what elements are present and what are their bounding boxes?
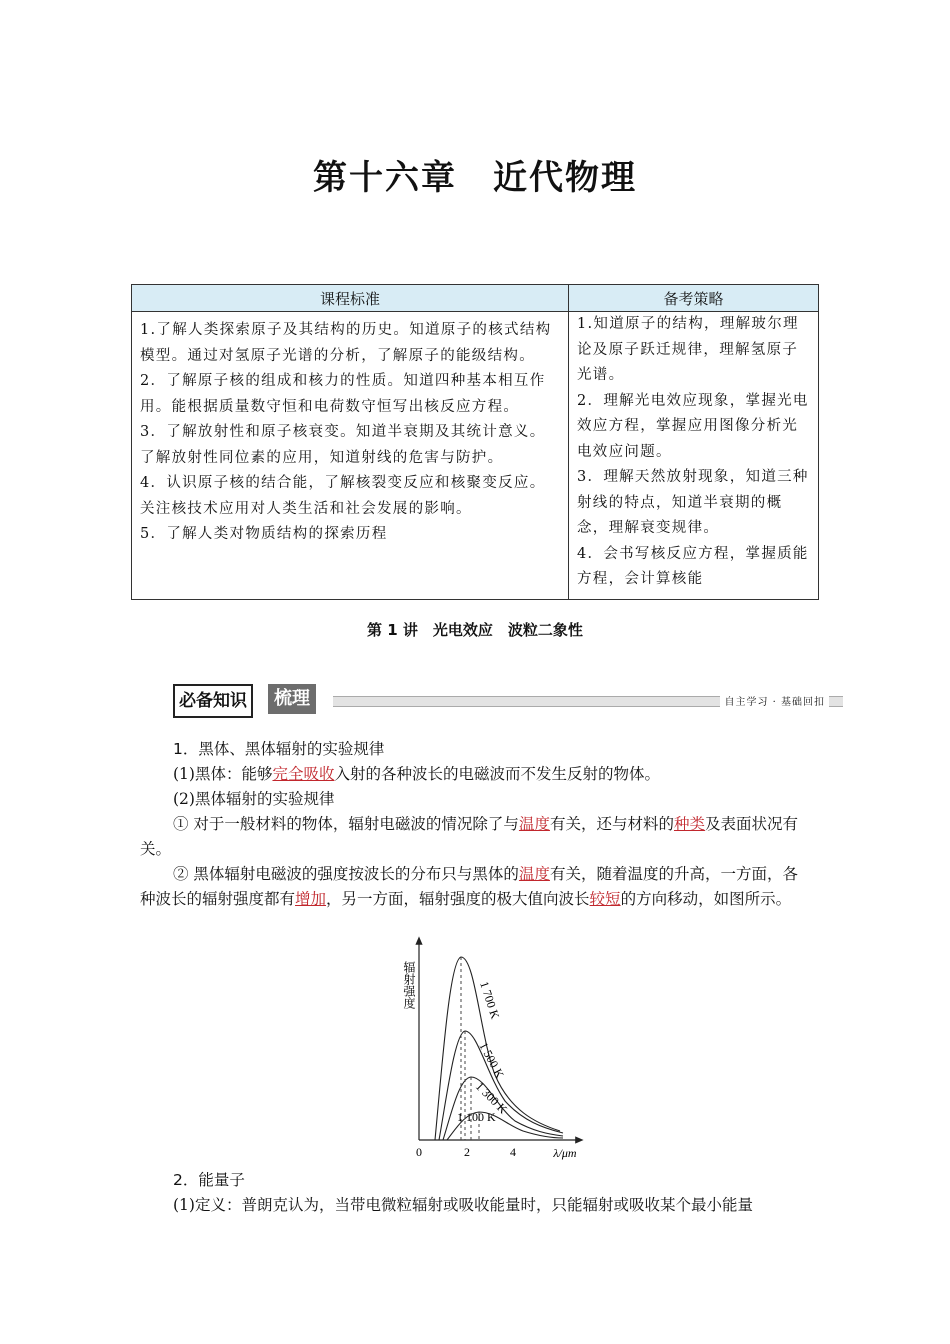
curriculum-table xyxy=(131,284,819,600)
y-axis-label: 辐射强度 xyxy=(402,961,416,1009)
fill-blank: 温度 xyxy=(518,815,550,833)
banner-label-highlight: 梳理 xyxy=(268,684,316,714)
section-blackbody xyxy=(140,737,812,912)
curve-label: 1 100 K xyxy=(457,1110,496,1124)
fill-blank: 较短 xyxy=(589,890,621,908)
x-axis-label: λ/μm xyxy=(553,1146,577,1160)
paragraph: ② 黑体辐射电磁波的强度按波长的分布只与黑体的温度有关，随着温度的升高，一方面，各种波长的辐射强度都有增加，另一方面，辐射强度的极大值向波长较短的方向移动，如图所示。 xyxy=(140,865,798,908)
curve-label: 1 700 K xyxy=(477,979,503,1021)
fill-blank: 种类 xyxy=(673,815,705,833)
header-strategy: 备考策略 xyxy=(569,285,819,312)
strategy-item: 4．会书写核反应方程，掌握质能方程，会计算核能 xyxy=(577,545,809,587)
strategy-item: 2．理解光电效应现象，掌握光电效应方程，掌握应用图像分析光电效应问题。 xyxy=(577,392,809,460)
blackbody-spectrum-figure xyxy=(395,935,595,1165)
paragraph: (1)定义：普朗克认为，当带电微粒辐射或吸收能量时，只能辐射或吸收某个最小能量 xyxy=(173,1196,753,1214)
section-heading: 2．能量子 xyxy=(173,1171,245,1189)
fill-blank: 增加 xyxy=(295,890,327,908)
section-banner xyxy=(173,684,843,718)
strategy-cell xyxy=(569,312,819,600)
curriculum-item: 2．了解原子核的组成和核力的性质。知道四种基本相互作用。能根据质量数守恒和电荷数守恒写出核反应方程。 xyxy=(140,373,546,415)
banner-label: 必备知识 xyxy=(173,684,253,718)
x-tick: 2 xyxy=(464,1145,470,1159)
fill-blank: 温度 xyxy=(518,865,550,883)
fill-blank: 完全吸收 xyxy=(272,765,335,783)
curriculum-cell xyxy=(132,312,569,600)
banner-tag: 自主学习 · 基础回扣 xyxy=(720,693,829,708)
curriculum-item: 1.了解人类探索原子及其结构的历史。知道原子的核式结构模型。通过对氢原子光谱的分析，了解原子的能级结构。 xyxy=(140,322,552,364)
curve-label: 1 300 K xyxy=(472,1079,511,1117)
strategy-item: 1.知道原子的结构，理解玻尔理论及原子跃迁规律，理解氢原子光谱。 xyxy=(577,316,799,383)
section-quantum xyxy=(140,1168,812,1218)
strategy-item: 3．理解天然放射现象，知道三种射线的特点，知道半衰期的概念，理解衰变规律。 xyxy=(577,469,809,536)
paragraph: ① 对于一般材料的物体，辐射电磁波的情况除了与温度有关，还与材料的种类及表面状况有关。 xyxy=(140,815,798,858)
header-curriculum: 课程标准 xyxy=(132,285,569,312)
curriculum-item: 5．了解人类对物质结构的探索历程 xyxy=(140,526,388,542)
curriculum-item: 3．了解放射性和原子核衰变。知道半衰期及其统计意义。了解放射性同位素的应用，知道射线的危害与防护。 xyxy=(140,424,546,466)
curriculum-item: 4．认识原子核的结合能，了解核裂变反应和核聚变反应。关注核技术应用对人类生活和社会发展的影响。 xyxy=(140,475,546,517)
chapter-title: 第十六章 近代物理 xyxy=(313,158,637,198)
x-tick: 4 xyxy=(510,1145,516,1159)
paragraph: (2)黑体辐射的实验规律 xyxy=(173,790,335,808)
x-tick: 0 xyxy=(416,1145,422,1159)
paragraph: (1)黑体：能够完全吸收入射的各种波长的电磁波而不发生反射的物体。 xyxy=(173,765,660,783)
curve-label: 1 500 K xyxy=(476,1039,507,1081)
section-heading: 1．黑体、黑体辐射的实验规律 xyxy=(173,740,385,758)
lecture-title: 第 1 讲 光电效应 波粒二象性 xyxy=(367,621,583,639)
